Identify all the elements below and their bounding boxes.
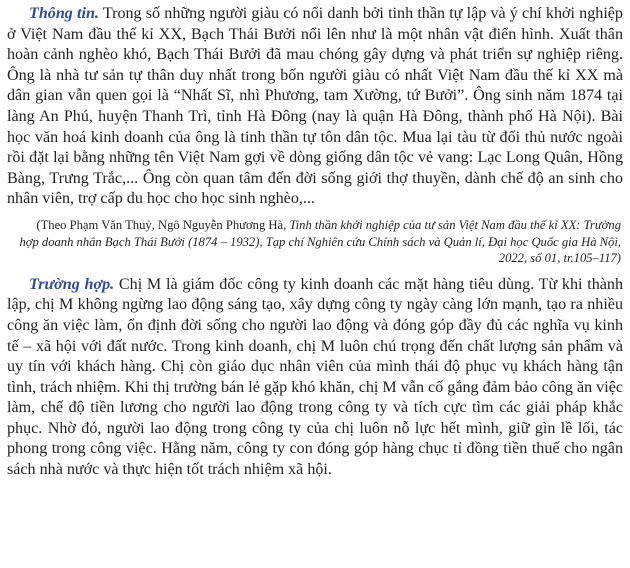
section-spacer: [7, 267, 623, 275]
citation-title: Tinh thần khởi nghiệp của tư sản Việt Nam đầu thế kỉ XX: Trường hợp doanh nhân Bạch Thái Bưởi (1874 – 1932), Tạp chí Nghiên cứu Chính sách và Quản lí, Đại học Quốc gia Hà Nội, 2022, số 01, tr.105–117): [19, 217, 621, 266]
info-body: Trong số những người giàu có nổi danh bởi tinh thần tự lập và ý chí khởi nghiệp ở Việt Nam đầu thế kỉ XX, Bạch Thái Bưởi nổi lên như là một nhân vật điển hình. Xuất thân hoàn cảnh nghèo khó, Bạch Thái Bưởi đã mau chóng gây dựng và phát triển sự nghiệp riêng. Ông là nhà tư sản tự thân duy nhất trong bốn người giàu có nhất Việt Nam đầu thế kỉ XX mà dân gian vẫn quen gọi là “Nhất Sĩ, nhì Phương, tam Xường, tứ Bưởi”. Ông sinh năm 1874 tại làng An Phú, huyện Thanh Trì, tỉnh Hà Đông (nay là quận Hà Đông, thành phố Hà Nội). Bài học văn hoá kinh doanh của ông là tinh thần tự tôn dân tộc. Mua lại tàu từ đối thủ nước ngoài rồi đặt lại bằng những tên Việt Nam gợi về dòng giống dân tộc vẻ vang: Lạc Long Quân, Hồng Bàng, Trưng Trắc,... Ông còn quan tâm đến đời sống giới thợ thuyền, dành chế độ an sinh cho nhân viên, trợ cấp du học cho học sinh nghèo,...: [7, 5, 623, 208]
info-paragraph: [7, 4, 623, 210]
citation-authors: (Theo Phạm Văn Thuỷ, Ngô Nguyễn Phương Hà,: [36, 217, 290, 232]
case-lead: Trường hợp.: [29, 275, 115, 293]
case-paragraph: [7, 275, 623, 481]
case-body: Chị M là giám đốc công ty kinh doanh các mặt hàng tiêu dùng. Từ khi thành lập, chị M không ngừng lao động sáng tạo, xây dựng công ty ngày càng lớn mạnh, tạo ra nhiều công ăn việc làm, ổn định đời sống cho người lao động và đóng góp đầy đủ các nghĩa vụ kinh tế – xã hội với đất nước. Trong kinh doanh, chị M luôn chú trọng đến chất lượng sản phẩm và uy tín với khách hàng. Chị còn giáo dục nhân viên của mình thái độ phục vụ khách hàng tận tình, trách nhiệm. Khi thị trường bán lẻ gặp khó khăn, chị M vẫn cố gắng đảm bảo công ăn việc làm, chế độ tiền lương cho người lao động trong công ty và tích cực tìm các giải pháp khắc phục. Nhờ đó, người lao động trong công ty của chị luôn nỗ lực hết mình, giữ gìn lề lối, tác phong trong công việc. Hằng năm, công ty con đóng góp hàng chục tỉ đồng tiền thuế cho ngân sách nhà nước và thực hiện tốt trách nhiệm xã hội.: [7, 275, 624, 479]
info-lead: Thông tin.: [29, 5, 99, 22]
source-citation: [17, 217, 621, 267]
